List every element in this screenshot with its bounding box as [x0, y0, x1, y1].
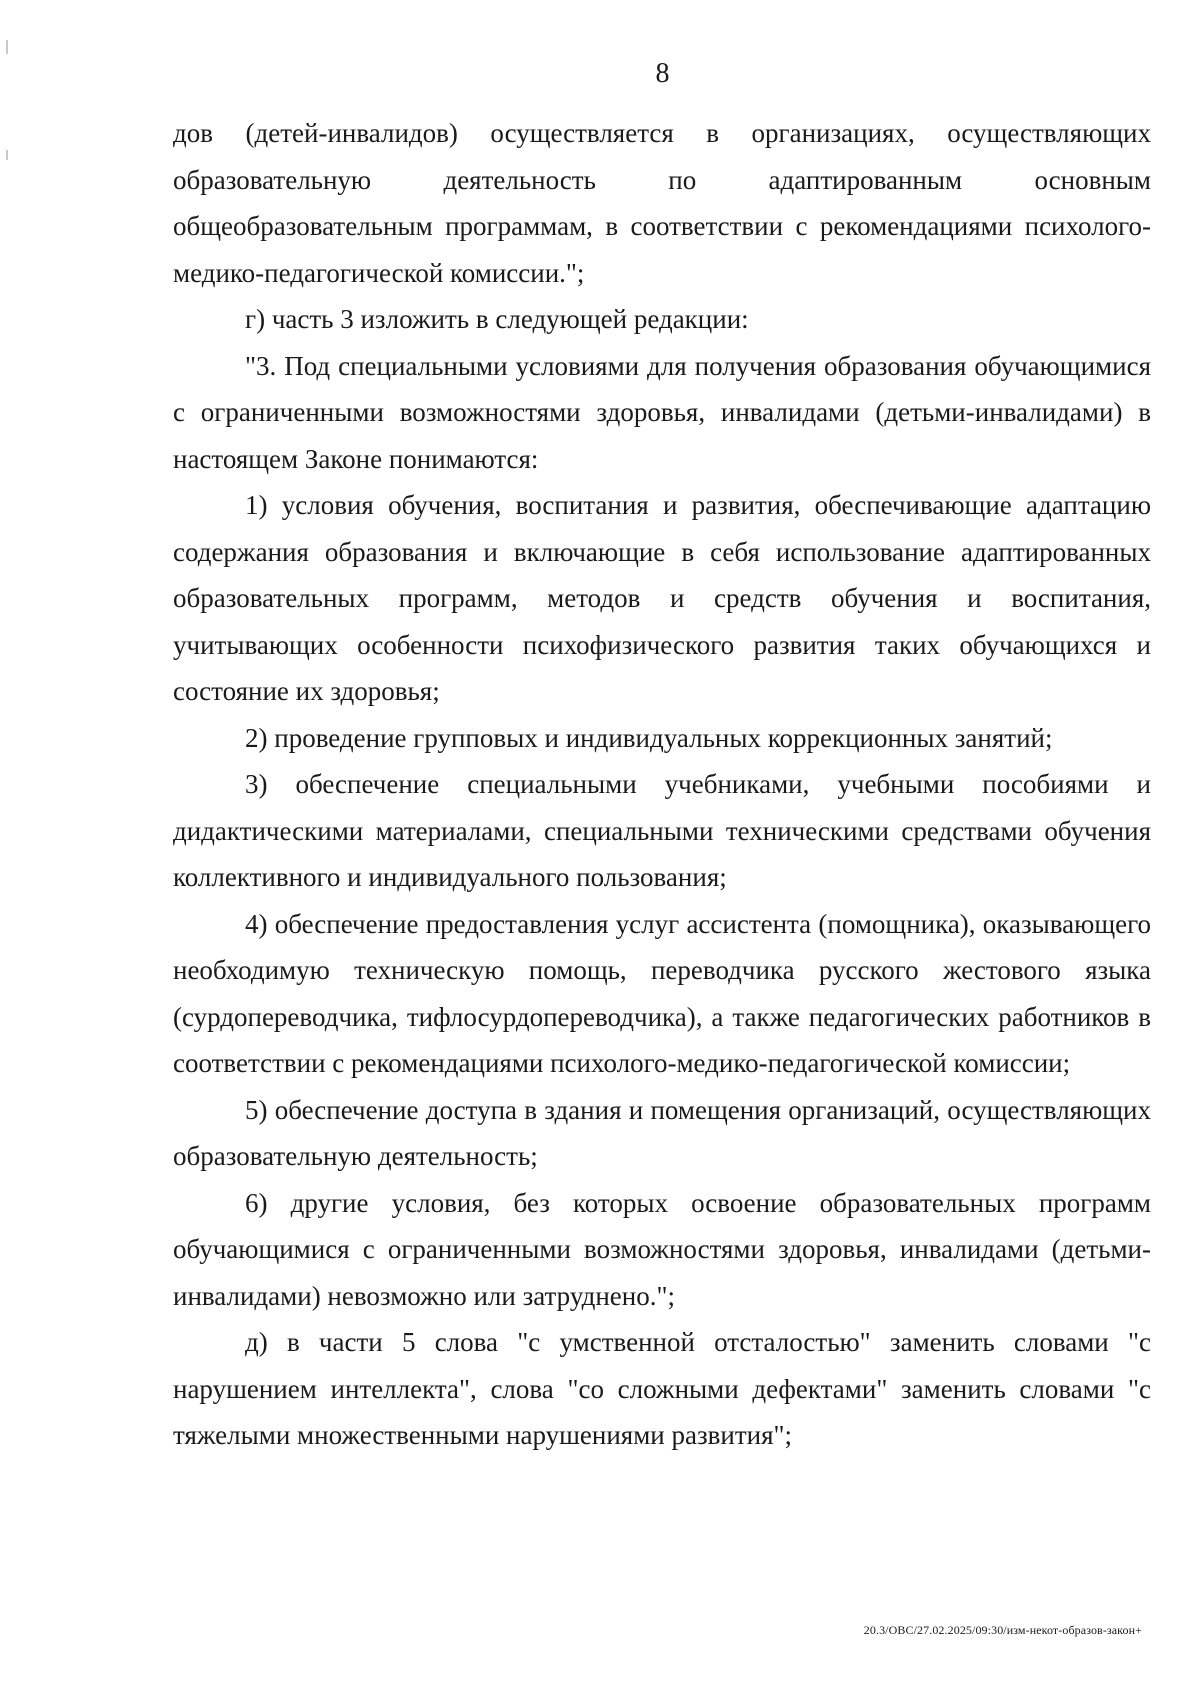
paragraph-part-3-intro: "3. Под специальными условиями для получения образования обучающимися с ограниченными возможностями здоровья, инвалидами (детьми-инвалидами) в настоящем Законе понимаются:	[173, 350, 1151, 474]
paragraph-condition-6: 6) другие условия, без которых освоение образовательных программ обучающимися с ограниченными возможностями здоровья, инвалидами (детьми-инвалидами) невозможно или затруднено.";	[173, 1187, 1151, 1311]
paragraph-condition-5: 5) обеспечение доступа в здания и помещения организаций, осуществляющих образовательную деятельность;	[173, 1094, 1151, 1171]
paragraph-item-g: г) часть 3 изложить в следующей редакции:	[245, 304, 749, 334]
paragraph-condition-1: 1) условия обучения, воспитания и развития, обеспечивающие адаптацию содержания образования и включающие в себя использование адаптированных образовательных программ, методов и средств обучения и воспитания, учитывающих особенности психофизического развития таких обучающихся и состояние их здоровья;	[173, 490, 1151, 706]
paragraph-condition-2: 2) проведение групповых и индивидуальных коррекционных занятий;	[245, 722, 1053, 753]
paragraph-item-d: д) в части 5 слова "с умственной отсталостью" заменить словами "с нарушением интеллекта", слова "со сложными дефектами" заменить словами "с тяжелыми множественными нарушениями развития";	[173, 1327, 1151, 1450]
document-body	[173, 110, 1151, 1459]
page-number: 8	[655, 58, 670, 89]
paragraph-continuation: дов (детей-инвалидов) осуществляется в организациях, осуществляющих образовательную деятельность по адаптированным основным общеобразовательным программам, в соответствии с рекомендациями психолого-медико-педагогической комиссии.";	[173, 118, 1151, 288]
paragraph-condition-3: 3) обеспечение специальными учебниками, учебными пособиями и дидактическими материалами, специальными техническими средствами обучения коллективного и индивидуального пользования;	[173, 769, 1151, 892]
scan-edge-mark	[6, 150, 8, 160]
scan-edge-mark	[6, 40, 8, 54]
paragraph-condition-4: 4) обеспечение предоставления услуг ассистента (помощника), оказывающего необходимую техническую помощь, переводчика русского жестового языка (сурдопереводчика, тифлосурдопереводчика), а также педагогических работников в соответствии с рекомендациями психолого-медико-педагогической комиссии;	[173, 908, 1151, 1078]
document-footer-code: 20.3/ОВС/27.02.2025/09:30/изм-некот-образов-закон+	[863, 1623, 1142, 1637]
